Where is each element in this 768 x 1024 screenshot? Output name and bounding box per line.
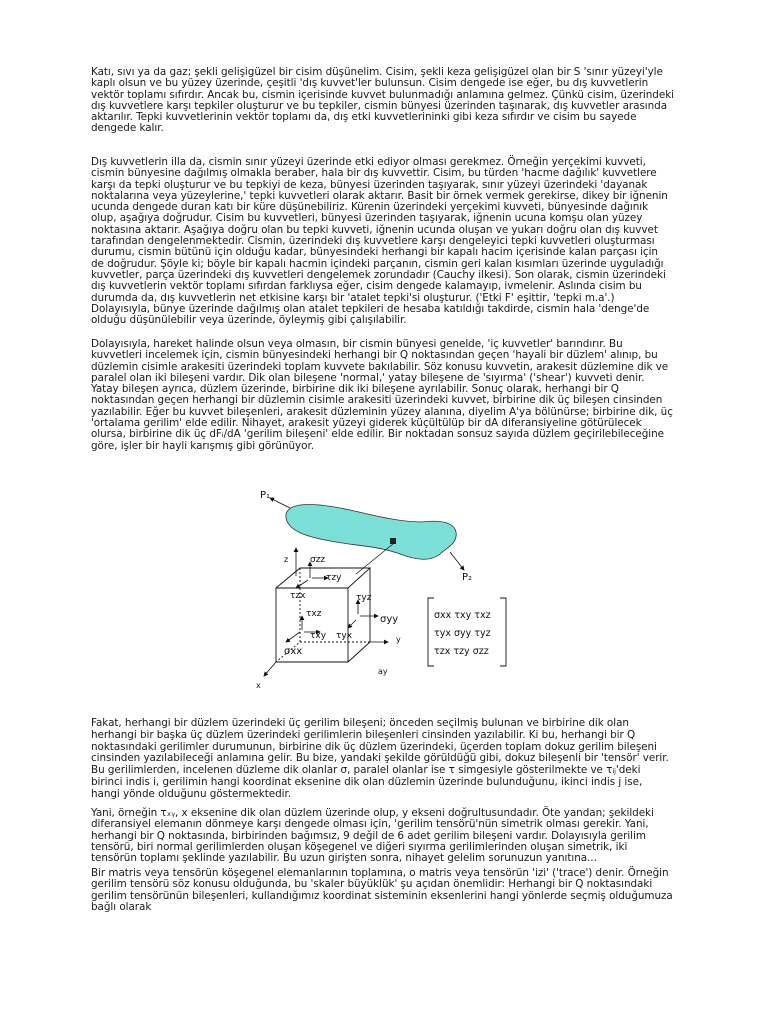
leader-line <box>356 544 393 574</box>
stress-tensor-matrix <box>428 598 506 666</box>
label-tau-xy: τxy <box>310 631 327 641</box>
paragraph-5: Yani, örneğin τₓᵧ, x eksenine dik olan düzlem üzerinde olup, y ekseni doğrultusundadır. Öte yandan; şekildeki diferansiyel elemanın dönmeye karşı dengede olması için, 'gerilim tensörü'nün simetrik olması gerekir. Yani, herhangi bir Q noktasında, birbirinden bağımsız, 9 değil de 6 adet gerilim bileşeni vardır. Dolayısıyla gerilim tensörü, biri normal gerilimlerden oluşan köşegenel ve diğeri sıyırma gerilimlerinden oluşan simetrik, iki tensörün toplamı şeklinde yazılabilir. Bu uzun girişten sonra, nihayet gelelim sorunuzun yanıtına... <box>91 807 654 865</box>
paragraph-6: Bir matris veya tensörün köşegenel elemanlarının toplamına, o matris veya tensörün 'izi' ('trace') denir. Örneğin gerilim tensörü söz konusu olduğunda, bu 'skaler büyüklük' şu açıdan önemlidir: Herhangi bir Q noktasındaki gerilim tensörünün bileşenleri, kullandığımız koordinat sisteminin eksenlerini hangi yönlerde seçmiş olduğumuza bağlı olarak <box>91 867 673 913</box>
label-p2: P₂ <box>462 572 473 583</box>
paragraph-4: Fakat, herhangi bir düzlem üzerindeki üç gerilim bileşeni; önceden seçilmiş bulunan ve birbirine dik olan herhangi bir başka üç düzlem üzerindeki gerilimlerin bileşenleri cinsinden yazılabilir. Ki bu, herhangi bir Q noktasındaki gerilimler durumunun, birbirine dik üç düzlem üzerindeki, üçerden toplam dokuz gerilim bileşeni cinsinden yazılabileceği anlamına gelir. Bu bize, yandaki şekilde görüldüğü gibi, dokuz bileşenli bir 'tensör' verir. Bu gerilimlerden, incelenen düzleme dik olanlar σ, paralel olanlar ise τ simgesiyle gösterilmekte ve τᵢⱼ'deki birinci indis i, gerilimin hangi koordinat eksenine dik olan düzlemin üzerinde bulunduğunu, ikinci indis j ise, hangi yönde olduğunu göstermektedir. <box>91 717 669 800</box>
matrix-row-3: τzx τzy σzz <box>434 646 489 657</box>
matrix-row-2: τyx σyy τyz <box>434 628 491 639</box>
force-arrow-p1 <box>270 498 290 508</box>
label-sigma-yy: σyy <box>380 614 399 625</box>
label-tau-zy: τzy <box>326 573 342 583</box>
label-sigma-zz: σzz <box>310 555 326 565</box>
label-tau-zx: τzx <box>290 591 306 601</box>
label-x: x <box>256 681 261 690</box>
force-arrow-p2 <box>450 552 464 570</box>
paragraph-2: Dış kuvvetlerin illa da, cismin sınır yüzeyi üzerinde etki ediyor olması gerekmez. Örneğin yerçekimi kuvveti, cismin bünyesine dağılmış olmakla beraber, hala bir dış kuvvettir. Cisim, bu türden 'hacme dağılık' kuvvetlere karşı da tepki oluşturur ve bu tepkiyi de keza, bünyesi üzerinden taşıyarak, sınır yüzeyi üzerindeki 'dayanak noktalarına veya yüzeylerine,' tepki kuvvetleri olarak aktarır. Basit bir örnek vermek gerekirse, dikey bir iğnenin ucunda dengede duran katı bir küre düşünebiliriz. Kürenin üzerindeki yerçekimi kuvveti, bünyesinde dağınık olup, aşağıya doğrudur. Cisim bu kuvvetleri, bünyesi üzerinden taşıyarak, iğnenin ucuna komşu olan yüzey noktasına aktarır. Aşağıya doğru olan bu tepki kuvveti, iğnenin ucunda oluşan ve yukarı doğru olan dış kuvvet tarafından dengelenmektedir. Cismin, üzerindeki dış kuvvetlere karşı dengeleyici tepki kuvvetleri oluşturması durumu, cismin bütünü için olduğu kadar, bünyesindeki herhangi bir kapalı hacim içerisinde kalan parçası için de doğrudur. Şöyle ki; böyle bir kapalı hacmin içindeki parçanın, cismin geri kalan kısımları üzerinde uyguladığı kuvvetler, parça üzerindeki dış kuvvetleri dengelemek zorundadır (Cauchy ilkesi). Son olarak, cismin üzerindeki dış kuvvetlerin vektör toplamı sıfırdan farklıysa eğer, cisim dengede kalamayıp, ivmelenir. Aslında cisim bu durumda da, dış kuvvetlerin net etkisine karşı bir 'atalet tepki'si oluşturur. ('Etki F' eşittir, 'tepki m.a'.) Dolayısıyla, bünye üzerinde dağılmış olan atalet tepkileri de hesaba katıldığı takdirde, cismin hala 'denge'de olduğu düşünülebilir veya üzerinde, öyleymiş gibi çalışılabilir. <box>91 156 668 327</box>
body-shape <box>286 505 456 560</box>
point-q-marker <box>390 538 396 544</box>
label-tau-yz: τyz <box>356 593 372 603</box>
x-axis <box>264 662 276 676</box>
stress-tensor-figure <box>250 476 510 691</box>
stress-diagram-svg <box>250 476 510 691</box>
label-y: y <box>396 635 401 644</box>
label-z: z <box>284 555 289 564</box>
label-sigma-xx: σxx <box>284 646 303 657</box>
label-p1: P₁ <box>260 490 271 501</box>
matrix-row-1: σxx τxy τxz <box>434 610 491 621</box>
label-ay: ay <box>378 667 388 676</box>
paragraph-1: Katı, sıvı ya da gaz; şekli gelişigüzel bir cisim düşünelim. Cisim, şekli keza gelişigüzel olan bir S 'sınır yüzeyi'yle kaplı olsun ve bu yüzey üzerinde, çeşitli 'dış kuvvet'ler bulunsun. Cisim dengede ise eğer, bu dış kuvvetlerin vektör toplamı sıfırdır. Ancak bu, cismin içerisinde kuvvet bulunmadığı anlamına gelmez. Çünkü cisim, üzerindeki dış kuvvetlere karşı tepkiler oluşturur ve bu tepkiler, cismin bünyesi üzerinden taşınarak, dış kuvvetler arasında aktarılır. Tepki kuvvetlerinin vektör toplamı da, dış etki kuvvetlerininki gibi keza sıfırdır ve cisim bu sayede dengede kalır. <box>91 66 674 135</box>
label-tau-yx: τyx <box>336 631 353 641</box>
label-tau-xz: τxz <box>306 609 322 619</box>
paragraph-3: Dolayısıyla, hareket halinde olsun veya olmasın, bir cismin bünyesi genelde, 'iç kuvvetler' barındırır. Bu kuvvetleri incelemek için, cismin bünyesindeki herhangi bir Q noktasından geçen 'hayali bir düzlem' alınıp, bu düzlemin cisimle arakesiti üzerindeki toplam kuvvete bakılabilir. Söz konusu kuvvetin, arakesit düzlemine dik ve paralel olan iki bileşeni vardır. Dik olan bileşene 'normal,' yatay bileşene de 'sıyırma' ('shear') kuvveti denir. Yatay bileşen ayrıca, düzlem üzerinde, birbirine dik iki bileşene ayrılabilir. Sonuç olarak, herhangi bir Q noktasından geçen herhangi bir düzlemin cisimle arakesiti üzerindeki kuvvet, birbirine dik üç bileşen cinsinden yazılabilir. Eğer bu kuvvet bileşenleri, arakesit düzleminin yüzey alanına, diyelim A'ya bölünürse; birbirine dik, üç 'ortalama gerilim' elde edilir. Nihayet, arakesit yüzeyi giderek küçültülüp bir dA diferansiyeline götürülecek olursa, birbirine dik üç dFᵢ/dA 'gerilim bileşeni' elde edilir. Bir noktadan sonsuz sayıda düzlem geçirilebileceğine göre, işler bir hayli karışmış gibi görünüyor. <box>91 338 673 452</box>
